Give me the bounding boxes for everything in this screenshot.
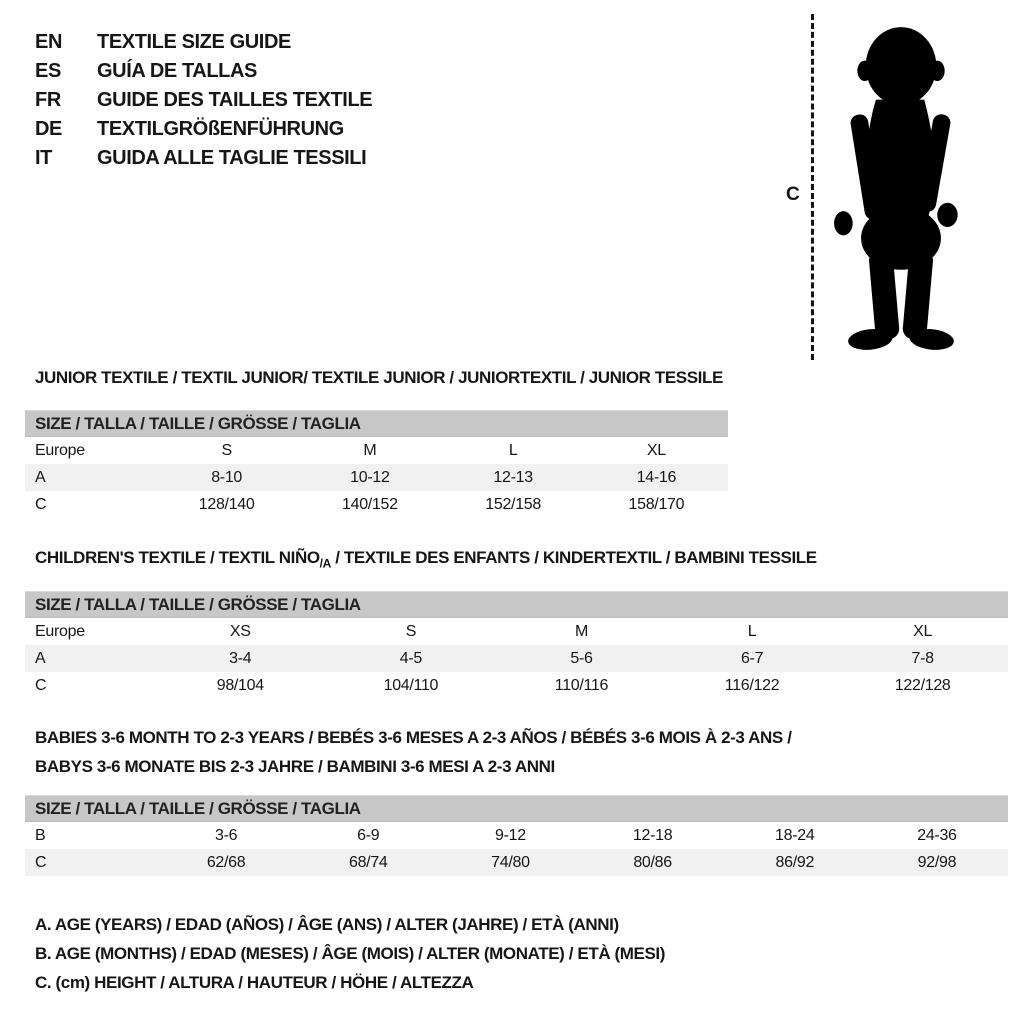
table-cell: 24-36 bbox=[917, 826, 957, 844]
table-cell: 6-7 bbox=[740, 649, 764, 667]
children-title-prefix: CHILDREN'S TEXTILE / TEXTIL NIÑO bbox=[35, 548, 320, 567]
row-label: A bbox=[35, 649, 46, 667]
lang-code: IT bbox=[35, 147, 52, 169]
table-cell: M bbox=[363, 441, 377, 459]
row-label: A bbox=[35, 468, 46, 486]
table-cell: 152/158 bbox=[485, 495, 541, 513]
row-label: C bbox=[35, 495, 47, 513]
table-cell: 122/128 bbox=[894, 676, 951, 694]
table-cell: 7-8 bbox=[911, 649, 934, 667]
row-label: C bbox=[35, 853, 47, 871]
table-row bbox=[25, 672, 1008, 699]
table-cell: S bbox=[221, 441, 232, 459]
row-label: B bbox=[35, 826, 46, 844]
lang-code: ES bbox=[35, 60, 61, 82]
table-cell: 6-9 bbox=[357, 826, 380, 844]
table-cell: 128/140 bbox=[198, 495, 255, 513]
children-size-table bbox=[25, 591, 1008, 699]
height-measure-label: C bbox=[786, 184, 800, 205]
table-row bbox=[25, 822, 1008, 849]
lang-row-fr bbox=[35, 86, 372, 115]
junior-size-header-bar: SIZE / TALLA / TAILLE / GRÖSSE / TAGLIA bbox=[25, 410, 728, 437]
lang-code: FR bbox=[35, 89, 61, 111]
table-cell: 104/110 bbox=[383, 676, 439, 694]
section-children bbox=[25, 548, 1008, 699]
table-row bbox=[25, 645, 1008, 672]
table-cell: 62/68 bbox=[206, 853, 246, 871]
junior-size-table bbox=[25, 410, 728, 518]
table-row bbox=[25, 849, 1008, 876]
table-cell: 18-24 bbox=[775, 826, 815, 844]
children-title-suffix: / TEXTILE DES ENFANTS / KINDERTEXTIL / BAMBINI TESSILE bbox=[330, 548, 817, 567]
children-title-subscript: /A bbox=[319, 556, 331, 571]
table-row bbox=[25, 437, 728, 464]
lang-label: GUÍA DE TALLAS bbox=[97, 60, 257, 82]
lang-label: GUIDA ALLE TAGLIE TESSILI bbox=[97, 147, 367, 169]
row-label: Europe bbox=[35, 441, 85, 459]
table-cell: 4-5 bbox=[399, 649, 422, 667]
table-cell: 68/74 bbox=[348, 853, 388, 871]
toddler-silhouette-image bbox=[822, 10, 980, 364]
footnote-b: B. AGE (MONTHS) / EDAD (MESES) / ÂGE (MOIS) / ALTER (MONATE) / ETÀ (MESI) bbox=[35, 944, 665, 964]
table-cell: XS bbox=[229, 622, 251, 640]
table-cell: 140/152 bbox=[342, 495, 398, 513]
table-cell: 5-6 bbox=[570, 649, 593, 667]
table-cell: 92/98 bbox=[917, 853, 957, 871]
table-cell: 74/80 bbox=[491, 853, 530, 871]
table-cell: 9-12 bbox=[495, 826, 526, 844]
table-cell: 12-13 bbox=[493, 468, 533, 486]
lang-code: EN bbox=[35, 31, 62, 53]
lang-label: GUIDE DES TAILLES TEXTILE bbox=[97, 89, 373, 111]
table-cell: 3-4 bbox=[229, 649, 252, 667]
table-cell: XL bbox=[913, 622, 933, 640]
footnote-a: A. AGE (YEARS) / EDAD (AÑOS) / ÂGE (ANS) / ALTER (JAHRE) / ETÀ (ANNI) bbox=[35, 915, 619, 935]
lang-row-de bbox=[35, 115, 372, 144]
table-cell: 14-16 bbox=[636, 468, 677, 486]
height-dashed-line bbox=[811, 14, 814, 360]
table-cell: L bbox=[508, 441, 518, 459]
children-size-header-bar: SIZE / TALLA / TAILLE / GRÖSSE / TAGLIA bbox=[25, 591, 1008, 618]
table-cell: 10-12 bbox=[350, 468, 390, 486]
lang-row-en bbox=[35, 28, 372, 57]
table-cell: 80/86 bbox=[633, 853, 672, 871]
height-figure bbox=[770, 8, 1000, 368]
footnote-c: C. (cm) HEIGHT / ALTURA / HAUTEUR / HÖHE / ALTEZZA bbox=[35, 973, 474, 993]
table-cell: S bbox=[405, 622, 417, 640]
table-cell: XL bbox=[646, 441, 666, 459]
lang-label: TEXTILGRÖßENFÜHRUNG bbox=[97, 118, 344, 140]
table-row bbox=[25, 464, 728, 491]
table-cell: M bbox=[574, 622, 588, 640]
table-cell: 158/170 bbox=[628, 495, 685, 513]
tables-content bbox=[25, 368, 1008, 997]
table-cell: 3-6 bbox=[214, 826, 238, 844]
table-cell: 8-10 bbox=[211, 468, 243, 486]
section-babies bbox=[25, 723, 1008, 876]
lang-row-it bbox=[35, 144, 372, 173]
lang-label: TEXTILE SIZE GUIDE bbox=[97, 31, 291, 53]
table-cell: 110/116 bbox=[554, 676, 609, 694]
table-cell: 116/122 bbox=[724, 676, 780, 694]
babies-section-title-line2: BABYS 3-6 MONATE BIS 2-3 JAHRE / BAMBINI 3-6 MESI A 2-3 ANNI bbox=[35, 757, 555, 777]
table-cell: 86/92 bbox=[775, 853, 815, 871]
table-cell: 98/104 bbox=[216, 676, 264, 694]
junior-section-title: JUNIOR TEXTILE / TEXTIL JUNIOR/ TEXTILE JUNIOR / JUNIORTEXTIL / JUNIOR TESSILE bbox=[35, 368, 723, 387]
lang-code: DE bbox=[35, 118, 62, 140]
table-cell: L bbox=[747, 622, 757, 640]
language-title-list bbox=[35, 28, 372, 173]
babies-size-header-bar: SIZE / TALLA / TAILLE / GRÖSSE / TAGLIA bbox=[25, 795, 1008, 822]
table-row bbox=[25, 618, 1008, 645]
row-label: Europe bbox=[35, 622, 85, 640]
lang-row-es bbox=[35, 57, 372, 86]
babies-size-table bbox=[25, 795, 1008, 876]
children-section-title bbox=[35, 548, 1008, 573]
footnotes bbox=[35, 910, 1008, 997]
table-cell: 12-18 bbox=[632, 826, 673, 844]
row-label: C bbox=[35, 676, 47, 694]
section-junior bbox=[25, 368, 1008, 518]
table-row bbox=[25, 491, 728, 518]
babies-section-title-line1: BABIES 3-6 MONTH TO 2-3 YEARS / BEBÉS 3-6 MESES A 2-3 AÑOS / BÉBÉS 3-6 MOIS À 2-3 ANS / bbox=[35, 728, 792, 748]
